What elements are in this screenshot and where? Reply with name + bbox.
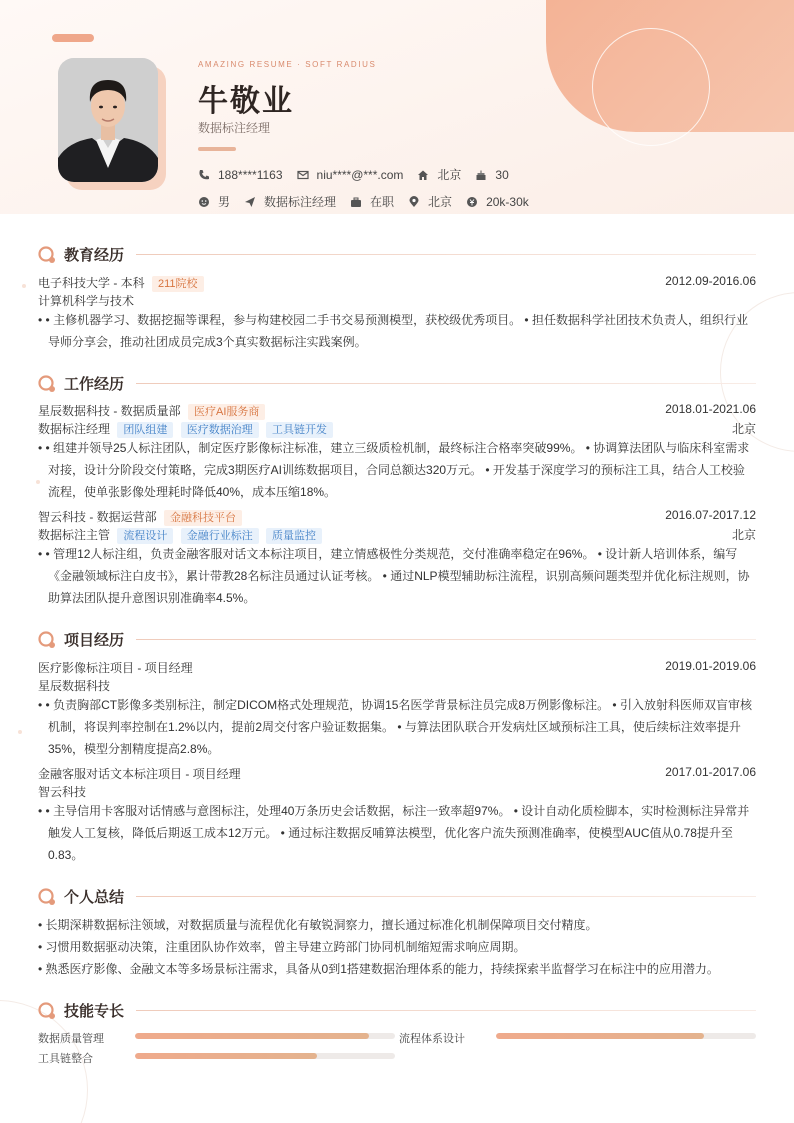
resume-tagline: AMAZING RESUME · SOFT RADIUS <box>198 60 377 69</box>
skill-name: 数据质量管理 <box>38 1033 104 1045</box>
gender-info <box>198 193 230 210</box>
job-company: 智云科技 - 数据运营部 <box>38 510 157 524</box>
target-role-text: 数据标注经理 <box>264 195 337 209</box>
salary-text: 20k-30k <box>486 194 529 209</box>
location-text: 北京 <box>428 195 453 209</box>
candidate-name: 牛敬业 <box>198 85 294 118</box>
skill-name: 流程体系设计 <box>399 1033 465 1045</box>
phone-info <box>198 168 283 182</box>
skill-bar-track <box>496 1033 756 1039</box>
section-divider <box>136 383 756 384</box>
send-icon <box>244 196 256 208</box>
magnifier-icon <box>38 888 56 906</box>
title-accent-bar <box>198 147 236 151</box>
home-info <box>417 166 461 183</box>
work-section-header <box>38 373 756 394</box>
job-company-row <box>38 402 756 420</box>
home-icon <box>417 169 429 181</box>
job-description: • • 组建并领导25人标注团队，制定医疗影像标注标准，建立三级质检机制，最终标注合格率突破99%。 • 协调算法团队与临床科室需求对接，设计分阶段交付策略，完成3期医疗AI训练数据项目，合同总额达320万元。 • 开发基于深度学习的预标注工具，结合人工校验流程，使单张影像处理耗时降低40%，成本压缩18%。 <box>38 441 750 499</box>
project-name: 医疗影像标注项目 - 项目经理 <box>38 661 193 675</box>
skills-heading: 技能专长 <box>64 1003 125 1020</box>
education-major: 计算机科学与技术 <box>38 294 135 308</box>
project-dates: 2019.01-2019.06 <box>665 659 756 673</box>
accent-bar <box>52 34 94 42</box>
phone-icon <box>198 169 210 181</box>
role-tag: 工具链开发 <box>266 422 333 438</box>
company-tag: 医疗AI服务商 <box>188 404 265 420</box>
briefcase-icon <box>350 196 362 208</box>
salary-info <box>466 195 529 209</box>
profile-photo <box>58 58 158 182</box>
education-description: • • 主修机器学习、数据挖掘等课程，参与构建校园二手书交易预测模型，获校级优秀项目。 • 担任数据科学社团技术负责人，组织行业导师分享会，推动社团成员完成3个真实数据标注实践案例。 <box>38 313 748 349</box>
gender-text: 男 <box>218 195 231 209</box>
cake-icon <box>475 169 487 181</box>
project-company: 星辰数据科技 <box>38 679 111 693</box>
projects-heading: 项目经历 <box>64 632 125 649</box>
projects-section-header <box>38 629 756 650</box>
project-description: • • 主导信用卡客服对话情感与意图标注，处理40万条历史会话数据，标注一致率超97%。 • 设计自动化质检脚本，实时检测标注异常并触发人工复核，降低后期返工成本12万元。 • 通过标注数据反哺算法模型，优化客户流失预测准确率，使模型AUC值从0.78提升至0.83。 <box>38 804 750 862</box>
candidate-title: 数据标注经理 <box>198 121 271 135</box>
company-tag: 金融科技平台 <box>164 510 242 526</box>
decorative-dot <box>18 730 22 734</box>
skill-bar-track <box>135 1033 395 1039</box>
job-city: 北京 <box>731 528 756 542</box>
resume-header <box>0 0 794 214</box>
magnifier-icon <box>38 375 56 393</box>
person-portrait-icon <box>58 58 158 182</box>
employment-text: 在职 <box>370 195 395 209</box>
role-tag: 医疗数据治理 <box>181 422 259 438</box>
email-info <box>297 168 404 182</box>
status-row <box>198 193 543 210</box>
job-role: 数据标注主管 <box>38 528 111 542</box>
role-tag: 质量监控 <box>266 528 322 544</box>
project-dates: 2017.01-2017.06 <box>665 765 756 779</box>
age-text: 30 <box>495 167 509 182</box>
summary-item: • 长期深耕数据标注领域，对数据质量与流程优化有敏锐洞察力，擅长通过标准化机制保障项目交付精度。 <box>38 918 598 932</box>
school-tag: 211院校 <box>152 276 204 292</box>
role-tag: 流程设计 <box>117 528 173 544</box>
role-tag: 团队组建 <box>117 422 173 438</box>
skill-bar-fill <box>135 1053 317 1059</box>
contact-row <box>198 166 523 183</box>
education-row <box>38 274 756 292</box>
role-tag: 金融行业标注 <box>181 528 259 544</box>
skill-bar-track <box>135 1053 395 1059</box>
location-icon <box>408 196 420 208</box>
job-company-row <box>38 508 756 526</box>
project-company: 智云科技 <box>38 785 87 799</box>
summary-item: • 习惯用数据驱动决策，注重团队协作效率，曾主导建立跨部门协同机制缩短需求响应周期。 <box>38 940 526 954</box>
summary-item: • 熟悉医疗影像、金融文本等多场景标注需求，具备从0到1搭建数据治理体系的能力，持续探索半监督学习在标注中的应用潜力。 <box>38 962 719 976</box>
location-info <box>408 193 452 210</box>
employment-info <box>350 193 394 210</box>
education-dates: 2012.09-2016.06 <box>665 274 756 288</box>
section-divider <box>136 1010 756 1011</box>
magnifier-icon <box>38 1002 56 1020</box>
salary-icon <box>466 196 478 208</box>
age-info <box>475 168 508 182</box>
gender-icon <box>198 196 210 208</box>
job-description: • • 管理12人标注组，负责金融客服对话文本标注项目，建立情感极性分类规范，交付准确率稳定在96%。 • 设计新人培训体系，编写《金融领域标注白皮书》，累计带教28名标注员通过认证考核。 • 通过NLP模型辅助标注流程，识别高频问题类型并优化标注规则，协助算法团队提升意图识别准确率4.5%。 <box>38 547 750 605</box>
summary-heading: 个人总结 <box>64 889 125 906</box>
job-role-row <box>38 526 756 544</box>
project-name: 金融客服对话文本标注项目 - 项目经理 <box>38 767 241 781</box>
job-role-row <box>38 420 756 438</box>
decorative-ring <box>592 28 710 146</box>
home-text: 北京 <box>437 168 462 182</box>
decorative-dot <box>22 284 26 288</box>
work-heading: 工作经历 <box>64 376 125 393</box>
section-divider <box>136 639 756 640</box>
magnifier-icon <box>38 246 56 264</box>
magnifier-icon <box>38 631 56 649</box>
project-title-row <box>38 659 756 676</box>
job-dates: 2016.07-2017.12 <box>665 508 756 522</box>
skills-section-header <box>38 1000 756 1021</box>
summary-section-header <box>38 886 756 907</box>
section-divider <box>136 254 756 255</box>
project-description: • • 负责胸部CT影像多类别标注，制定DICOM格式处理规范，协调15名医学背景标注员完成8万例影像标注。 • 引入放射科医师双盲审核机制，将误判率控制在1.2%以内，提前2周交付客户验证数据集。 • 与算法团队联合开发病灶区域预标注工具，使后续标注效率提升35%，模型分割精度提高2.8%。 <box>38 698 752 756</box>
education-heading: 教育经历 <box>64 247 125 264</box>
job-role: 数据标注经理 <box>38 422 111 436</box>
education-section-header <box>38 244 756 265</box>
target-role-info <box>244 193 336 210</box>
job-city: 北京 <box>731 422 756 436</box>
job-company: 星辰数据科技 - 数据质量部 <box>38 404 181 418</box>
email-text: niu****@***.com <box>316 167 404 182</box>
phone-text: 188****1163 <box>218 167 283 182</box>
project-title-row <box>38 765 756 782</box>
section-divider <box>136 896 756 897</box>
school-name: 电子科技大学 - 本科 <box>38 276 145 290</box>
skill-bar-fill <box>135 1033 369 1039</box>
skill-bar-fill <box>496 1033 704 1039</box>
job-dates: 2018.01-2021.06 <box>665 402 756 416</box>
mail-icon <box>297 169 309 181</box>
skill-name: 工具链整合 <box>38 1053 93 1065</box>
